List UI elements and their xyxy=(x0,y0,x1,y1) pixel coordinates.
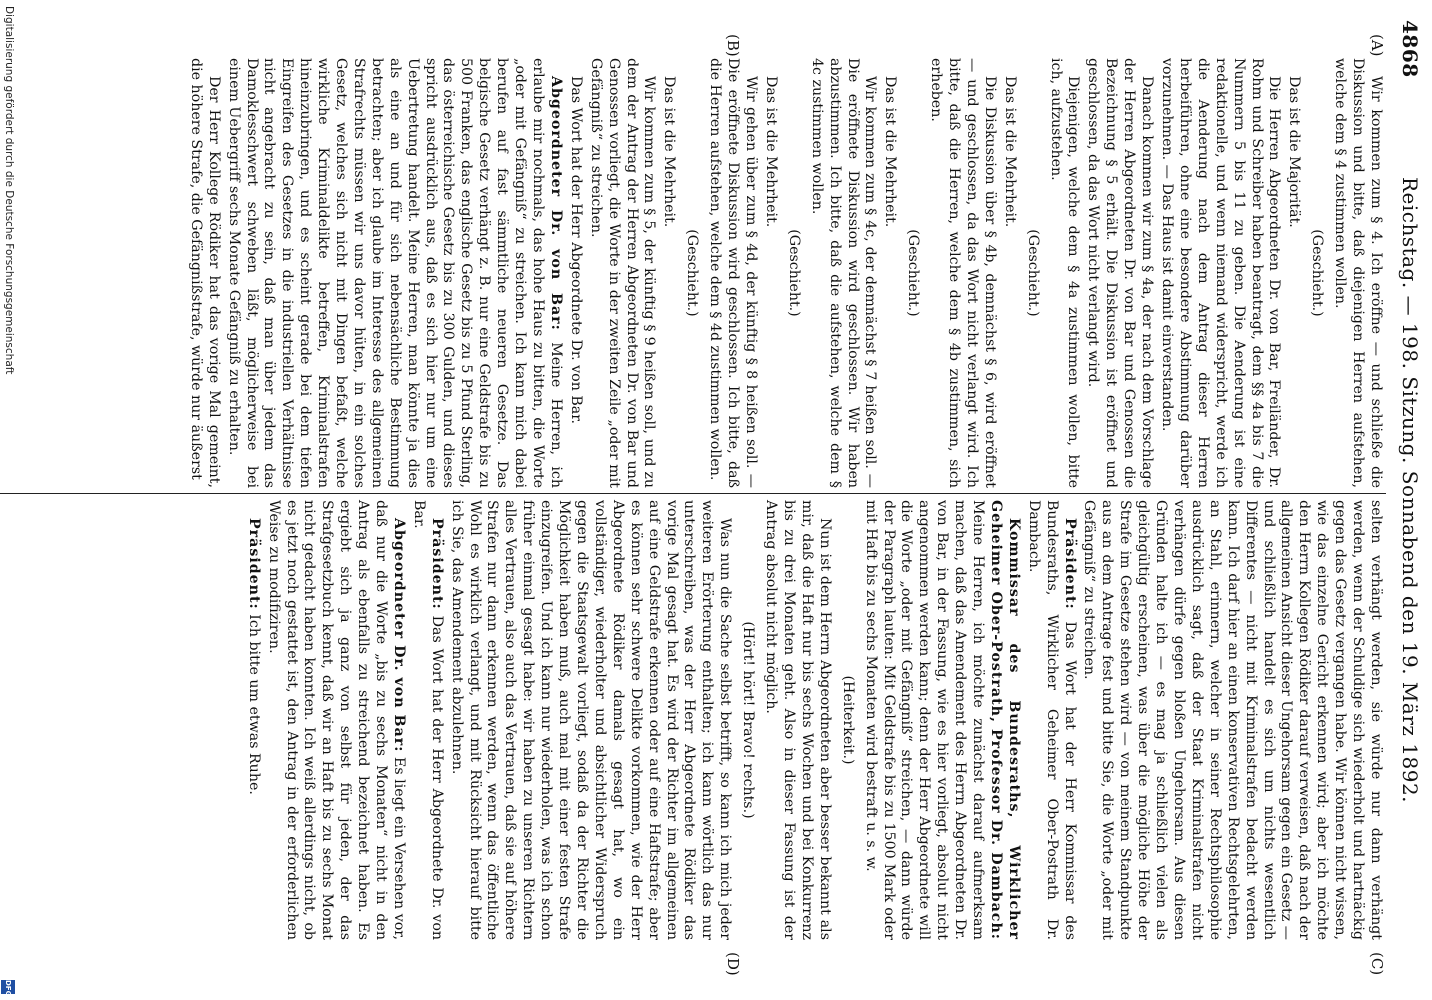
paragraph: Diejenigen, welche dem § 4a zustimmen wollen, bitte ich, aufzustehen. xyxy=(1047,58,1082,488)
stage-direction: (Geschieht.) xyxy=(1309,229,1326,317)
page-footer xyxy=(0,0,15,1000)
paragraph: Die Herren Abgeordneten Dr. von Bar, Freiländer, Dr. Rohm und Schreiber haben beantragt, dem §§ 4a bis 7 die Nummern 5 bis 11 zu geben. Die Aenderung ist eine redaktionelle, und wenn niemand widerspricht, werde ich die Aenderung nach dem Antrag dieser Herren herbeiführen, ohne eine besondere Abstimmung darüber vorzunehmen. — Das Haus ist damit einverstanden. xyxy=(1159,58,1283,488)
speech xyxy=(244,500,262,940)
speaker-name: Kommissar des Bundesraths, Wirklicher Geheimer Ober-Postrath, Professor Dr. Dambach: xyxy=(987,500,1022,940)
page-header xyxy=(1392,20,1422,960)
speaker-name: Präsident: xyxy=(245,518,262,610)
speech-text: Das Wort hat der Herr Abgeordnete Dr. von Bar. xyxy=(410,500,445,941)
paragraph: Was nun die Sache selbst betrifft, so kann ich mich jeder weiteren Erörterung enthalten; ich kann wörtlich das nur unterschreiben, was der Herr Abgeordnete Rödiker das vorige Mal gesagt hat. Es wird der Richter im allgemeinen auf eine Geldstrafe erkennen oder auf eine Haftstrafe; aber es können sehr schwere Delikte vorkommen, wie der Herr Abgeordnete Rödiker damals gesagt hat, wo ein vollständiger, wiederholter und absichtlicher Widerspruch gegen die Staatsgewalt vorliegt, sodaß da der Richter die Möglichkeit haben muß, auch mal mit einer festen Strafe einzugreifen. Und ich kann nur wiederholen, was ich schon früher einmal gesagt habe: wir haben zu unseren Richtern alles Vertrauen, also auch das Vertrauen, daß sie auf höhere Strafen nur dann erkennen werden, wenn das öffentliche Wohl es wirklich verlangt, und mit Rücksicht hierauf bitte ich Sie, das Amendement abzulehnen. xyxy=(448,500,734,940)
speech xyxy=(224,58,564,488)
page-title: Reichstag. — 198. Sitzung. Sonnabend den 19. März 1892. xyxy=(1398,176,1422,804)
speech xyxy=(1024,500,1078,940)
digitization-credit: Digitalisierung gefördert durch die Deutsche Forschungsgemeinschaft xyxy=(3,6,15,375)
paragraph: Das ist die Mehrheit. xyxy=(661,76,678,228)
margin-marker-b: (B) xyxy=(724,34,742,57)
stage-direction: (Hört! hört! Bravo! rechts.) xyxy=(740,621,757,819)
paragraph: Nun ist dem Herrn Abgeordneten aber besser bekannt als mir, daß die Haft nur bis sechs Wochen und bei Konkurrenz bis zu drei Monaten geht. Also in dieser Fassung ist der Antrag absolut nicht möglich. xyxy=(763,500,833,940)
stage-direction: (Geschieht.) xyxy=(684,229,701,317)
margin-marker-a: (A) xyxy=(1368,34,1386,57)
paragraph: Das Wort hat der Herr Abgeordnete Dr. von Bar. xyxy=(567,76,584,424)
speech-text: Es liegt ein Versehen vor, daß nur die Worte „bis zu sechs Monaten“ nicht in den Antrag als ebenfalls zu streichend bezeichnet haben. Es ergiebt sich ja ganz von selbst für jeden, der das Strafgesetzbuch kennt, daß wir an Haft bis zu sechs Monat nicht gedacht haben konnten. Ich weiß allerdings nicht, ob es jetzt noch gestattet ist, den Antrag in der erforderlichen Weise zu modifiziren. xyxy=(265,500,407,941)
margin-marker-c: (C) xyxy=(1368,952,1386,976)
column-divider xyxy=(0,493,1386,494)
speaker-name: Präsident: xyxy=(428,518,445,610)
paragraph: Das ist die Majorität. xyxy=(1286,76,1303,228)
paragraph: Der Herr Kollege Rödiker hat das vorige Mal gemeint, die höhere Strafe, die Gefängnißstrafe, würde nur äußerst xyxy=(187,58,222,488)
page-number: 4868 xyxy=(1398,20,1422,78)
paragraph: Die Diskussion über § 4b, demnächst § 6, wird eröffnet — und geschlossen, da das Wort nicht verlangt wird. Ich bitte, daß die Herren, welche dem § 4b zustimmen, sich erheben. xyxy=(928,58,998,488)
speech-text: Das Wort hat der Herr Kommissar des Bundesraths, Wirklicher Geheimer Ober-Postrath Dr. Dambach. xyxy=(1025,500,1078,940)
paragraph: Das ist die Mehrheit. xyxy=(1001,76,1018,228)
stage-direction: (Geschieht.) xyxy=(905,229,922,317)
speaker-name: Abgeordneter Dr. von Bar: xyxy=(547,76,564,331)
paragraph: Danach kommen wir zum § 4a, der nach dem Vorschlage der Herren Abgeordneten Dr. von Bar und Genossen die Bezeichnung § 5 erhält. Die Diskussion ist eröffnet und geschlossen, da das Wort nicht verlangt wird. xyxy=(1085,58,1156,488)
speech-text: Ich bitte um etwas Ruhe. xyxy=(245,614,262,795)
speech xyxy=(264,500,407,940)
paragraph: Das ist die Mehrheit. xyxy=(762,76,779,228)
stage-direction: (Geschieht.) xyxy=(1024,229,1041,317)
speech xyxy=(409,500,445,940)
speaker-name: Abgeordneter Dr. von Bar: xyxy=(390,518,407,753)
paragraph: Wir kommen zum § 4c, der demnächst § 7 heißen soll. — Die eröffnete Diskussion wird geschlossen. Wir haben abzustimmen. Ich bitte, daß die aufstehen, welche dem § 4c zustimmen wollen. xyxy=(808,58,879,488)
speaker-name: Präsident: xyxy=(1061,518,1078,610)
paragraph: Das ist die Mehrheit. xyxy=(882,76,899,228)
left-column xyxy=(184,58,1384,488)
margin-marker-d: (D) xyxy=(724,952,742,976)
paragraph: selten verhängt werden, sie würde nur dann verhängt werden, wenn der Schuldige sich wiederholt und hartnäckig gegen das Gesetz vergangen habe. Wir können nicht wissen, wie das einzelne Gericht erkennen wird; aber ich möchte den Herrn Kollegen Rödiker darauf verweisen, daß nach der allgemeinen Ansicht dieser Ungehorsam gegen ein Gesetz — und schließlich handelt es sich um nichts wesentlich Differentes — nicht mit Kriminalstrafen bedacht werden kann. Ich darf hier an einen konservativen Rechtsgelehrten, an Stahl, erinnern, welcher in seiner Rechtsphilosophie ausdrücklich sagt, daß der Staat Kriminalstrafen nicht verhängen dürfe gegen bloßen Ungehorsam. Aus diesen Gründen halte ich — es mag ja schließlich vielen als gleichgültig erscheinen, was über die mögliche Höhe der Strafe im Gesetze stehen wird — von meinem Standpunkte aus an dem Antrage fest und bitte Sie, die Worte „oder mit Gefängniß“ zu streichen. xyxy=(1081,500,1384,940)
stage-direction: (Geschieht.) xyxy=(785,229,802,317)
dfg-logo: DFG xyxy=(1,980,15,994)
paragraph: Wir kommen zum § 4. Ich eröffne — und schließe die Diskussion und bitte, daß diejenigen Herren aufstehen, welche dem § 4 zustimmen wollen. xyxy=(1332,58,1384,488)
paragraph: Wir gehen über zum § 4d, der künftig § 8 heißen soll. — Die eröffnete Diskussion wird geschlossen. Ich bitte, daß die Herren aufstehen, welche dem § 4d zustimmen wollen. xyxy=(707,58,759,488)
speech xyxy=(861,500,1022,940)
right-column xyxy=(242,500,1384,940)
stage-direction: (Heiterkeit.) xyxy=(839,675,856,765)
speech-text: Meine Herren, ich möchte zunächst darauf aufmerksam machen, daß das Amendement des Herrn Abgeordneten Dr. von Bar, in der Fassung, wie es hier vorliegt, absolut nicht angenommen werden kann; denn der Herr Abgeordnete will die Worte „oder mit Gefängniß“ streichen, — dann würde der Paragraph lauten: Mit Geldstrafe bis zu 1500 Mark oder mit Haft bis zu sechs Monaten wird bestraft u. s. w. xyxy=(862,500,987,940)
paragraph: Wir kommen zum § 5, der künftig § 9 heißen soll, und zu dem der Antrag der Herren Abgeordneten Dr. von Bar und Genossen vorliegt, die Worte in der zweiten Zeile „oder mit Gefängniß“ zu streichen. xyxy=(587,58,658,488)
speech-text: Meine Herren, ich erlaube mir nochmals, das hohe Haus zu bitten, die Worte „oder mit Gefängniß“ zu streichen. Ich kann mich dabei berufen auf fast sämmtliche neueren Gesetze. Das belgische Gesetz verhängt z. B. nur eine Geldstrafe bis zu 500 Franken, das englische Gesetz bis zu 5 Pfund Sterling, das österreichische Gesetz bis zu 300 Gulden, und dieses spricht ausdrücklich aus, daß es sich hier nur um eine Uebertretung handelt. Meine Herren, man könnte ja dies als eine an und für sich nebensächliche Bestimmung betrachten; aber ich glaube im Interesse des allgemeinen Strafrechts müssen wir uns davor hüten, in ein solches Gesetz, welches sich nicht mit Dingen befaßt, welche wirkliche Kriminaldelikte betreffen, Kriminalstrafen hineinzubringen, und es scheint gerade bei dem tiefen Eingreifen des Gesetzes in die industriellen Verhältnisse nicht angebracht zu sein, daß man über jedem das Damoklesschwert schweben läßt, möglicherweise bei einem Uebergriff sechs Monate Gefängniß zu erhalten. xyxy=(225,58,564,488)
